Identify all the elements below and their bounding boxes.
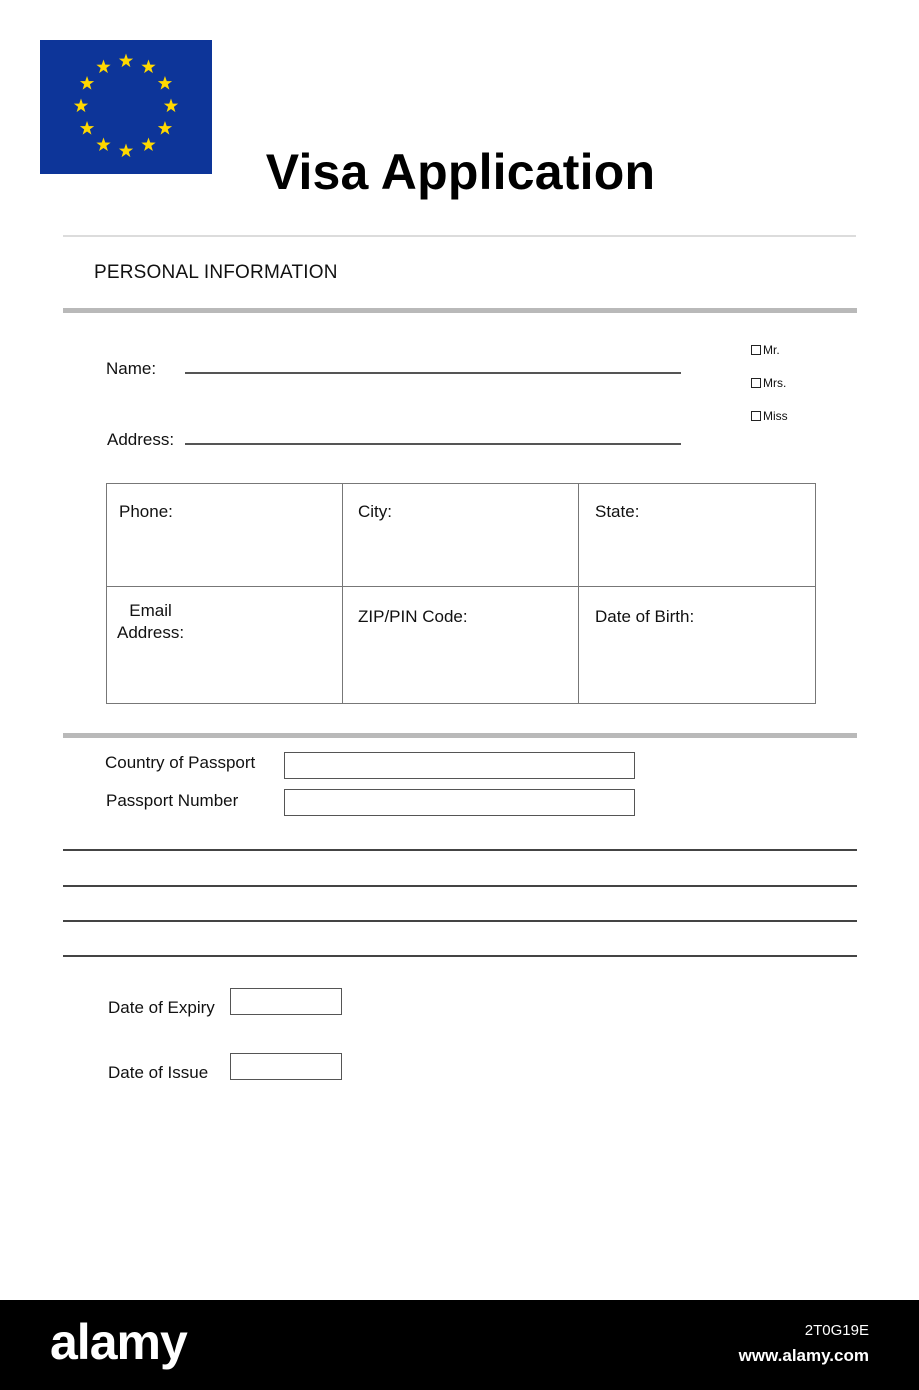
country-of-passport-input[interactable]: [284, 752, 635, 779]
section-title-personal: PERSONAL INFORMATION: [94, 262, 338, 283]
passport-number-label: Passport Number: [106, 791, 239, 810]
checkbox-mr[interactable]: [751, 343, 780, 357]
divider-top: [63, 235, 856, 237]
date-of-issue-label: Date of Issue: [108, 1063, 209, 1082]
state-cell[interactable]: [579, 484, 815, 587]
checkbox-miss-box[interactable]: [751, 411, 761, 421]
date-of-expiry-label: Date of Expiry: [108, 998, 215, 1017]
flag-star: [158, 76, 172, 90]
city-cell[interactable]: [343, 484, 579, 587]
phone-cell[interactable]: [107, 484, 343, 587]
city-label: City:: [358, 502, 392, 521]
checkbox-mr-label: Mr.: [763, 343, 780, 357]
country-of-passport-label: Country of Passport: [105, 753, 256, 772]
email-label: Email Address:: [117, 601, 185, 642]
dob-cell[interactable]: [579, 587, 815, 703]
image-id: 2T0G19E: [804, 1322, 869, 1339]
phone-label: Phone:: [119, 502, 173, 521]
blank-line-2[interactable]: [63, 885, 857, 887]
date-of-issue-input[interactable]: [230, 1053, 342, 1080]
address-label: Address:: [107, 430, 175, 449]
checkbox-mrs[interactable]: [751, 376, 786, 390]
zip-cell[interactable]: [343, 587, 579, 703]
divider-section: [63, 308, 857, 313]
blank-line-3[interactable]: [63, 920, 857, 922]
checkbox-mrs-box[interactable]: [751, 378, 761, 388]
flag-star: [80, 76, 94, 90]
alamy-logo: alamy: [50, 1314, 187, 1370]
passport-number-input[interactable]: [284, 789, 635, 816]
checkbox-miss[interactable]: [751, 409, 788, 423]
flag-star: [158, 121, 172, 135]
checkbox-miss-label: Miss: [763, 409, 788, 423]
page-title: Visa Application: [265, 144, 656, 200]
address-field[interactable]: [185, 443, 681, 445]
blank-line-1[interactable]: [63, 849, 857, 851]
name-label: Name:: [106, 359, 157, 378]
checkbox-mrs-label: Mrs.: [763, 376, 787, 390]
dob-label: Date of Birth:: [595, 607, 695, 626]
contact-grid: [106, 483, 816, 704]
checkbox-mr-box[interactable]: [751, 345, 761, 355]
divider-passport: [63, 733, 857, 738]
flag-star: [80, 121, 94, 135]
email-cell[interactable]: [107, 587, 343, 703]
flag-star: [141, 60, 155, 74]
state-label: State:: [595, 502, 640, 521]
flag-star: [164, 99, 178, 113]
flag-star: [74, 99, 88, 113]
flag-star: [96, 60, 110, 74]
flag-star: [119, 54, 133, 68]
date-of-expiry-input[interactable]: [230, 988, 342, 1015]
site-url: www.alamy.com: [738, 1346, 869, 1365]
blank-line-4[interactable]: [63, 955, 857, 957]
name-field[interactable]: [185, 372, 681, 374]
zip-label: ZIP/PIN Code:: [358, 607, 468, 626]
